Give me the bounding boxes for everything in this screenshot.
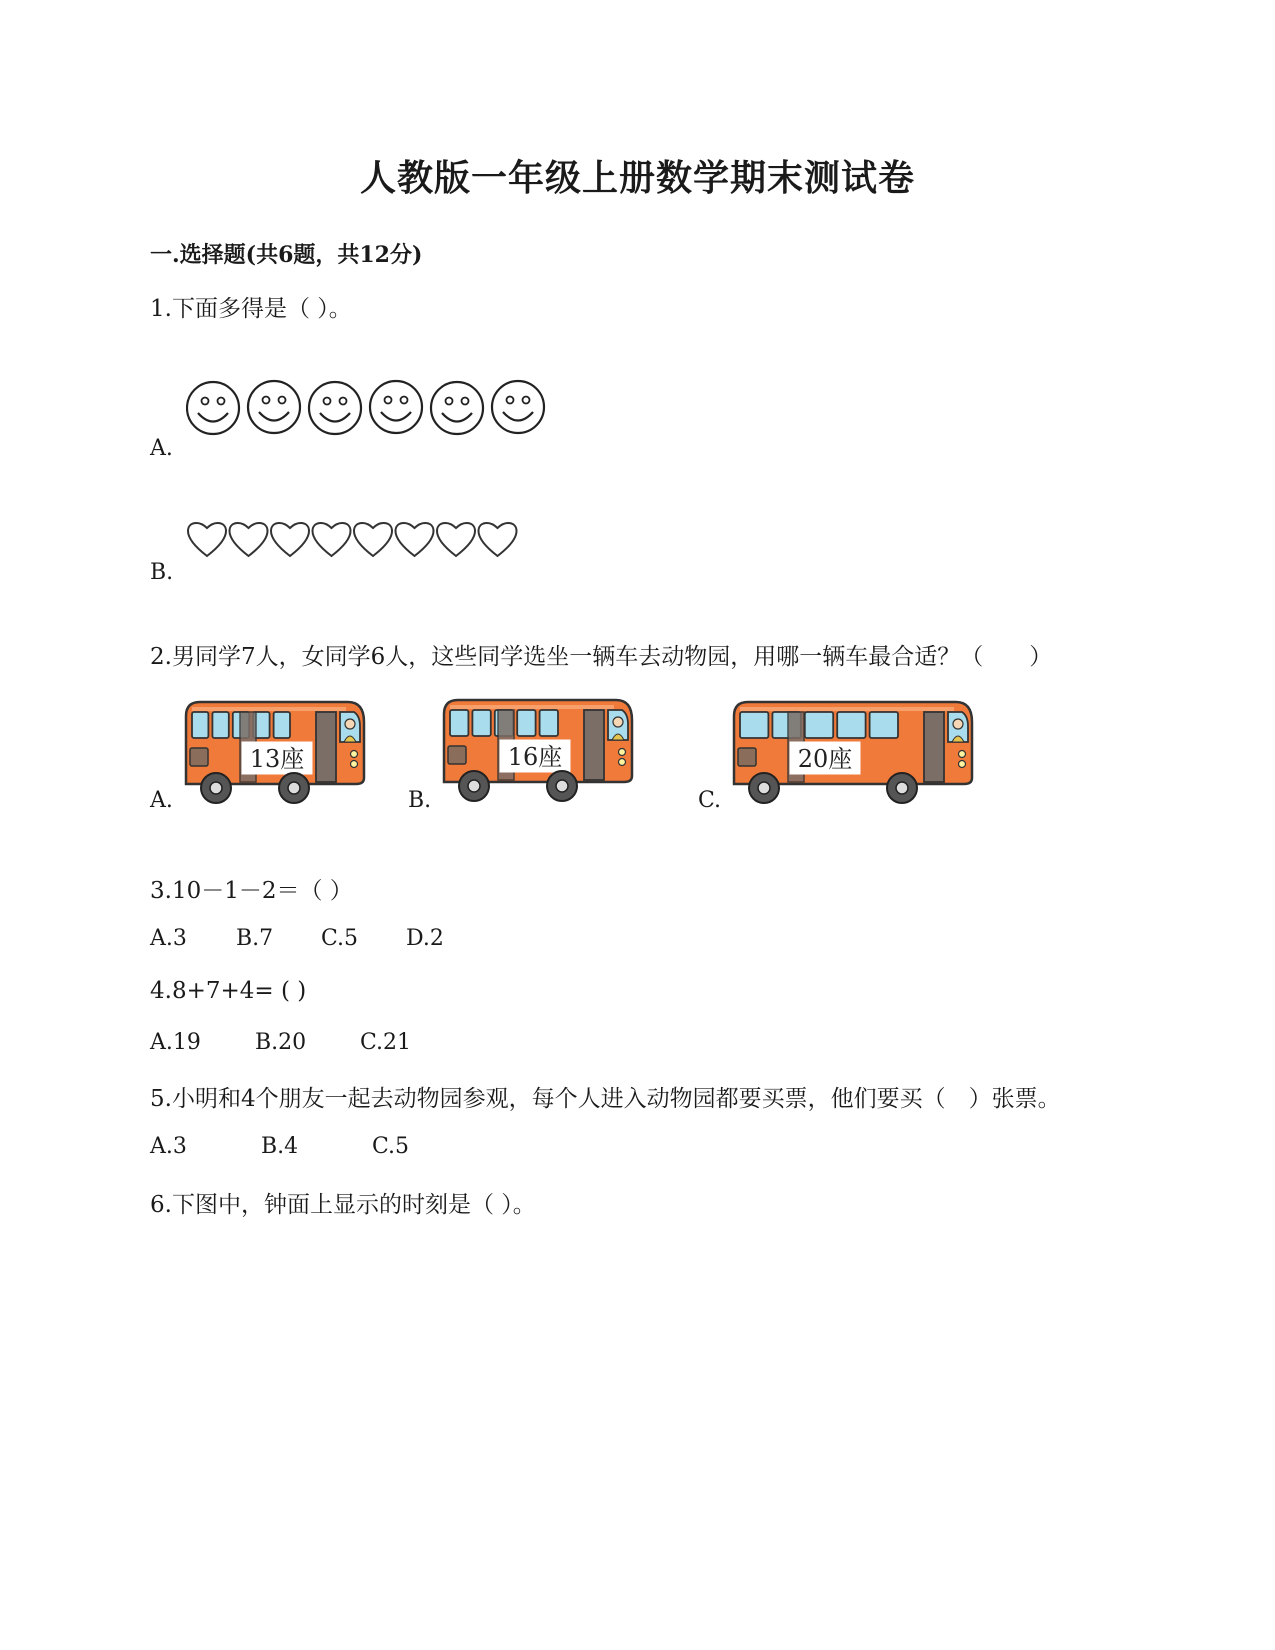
question-3-text: 3.10－1－2＝（ ） bbox=[150, 878, 353, 904]
heart-icon bbox=[271, 523, 309, 556]
question-1-text: 1.下面多得是（ ）。 bbox=[150, 296, 352, 322]
heart-icon bbox=[437, 523, 475, 556]
smiley-face-icon bbox=[248, 381, 300, 433]
q2-option-c-label: C. bbox=[698, 788, 722, 813]
heart-icon bbox=[230, 523, 268, 556]
q4-option-c: C.21 bbox=[360, 1030, 412, 1055]
bus-seat-label: 20座 bbox=[797, 745, 853, 773]
heart-icon bbox=[479, 523, 517, 556]
q3-option-a: A.3 bbox=[150, 926, 187, 951]
smiley-faces-illustration bbox=[186, 376, 556, 442]
heart-icon bbox=[354, 523, 392, 556]
section-heading: 一.选择题(共6题，共12分) bbox=[150, 242, 423, 268]
bus-20-seats-icon bbox=[730, 698, 980, 808]
q5-option-c: C.5 bbox=[372, 1134, 410, 1159]
smiley-face-icon bbox=[187, 382, 239, 434]
bus-16-seats-icon bbox=[440, 696, 640, 806]
heart-icon bbox=[188, 523, 226, 556]
bus-13-seats-icon bbox=[182, 698, 372, 808]
heart-icon bbox=[396, 523, 434, 556]
smiley-face-icon bbox=[309, 382, 361, 434]
q2-option-b-label: B. bbox=[408, 788, 432, 813]
q3-option-b: B.7 bbox=[236, 926, 274, 951]
smiley-face-icon bbox=[431, 382, 483, 434]
q3-option-d: D.2 bbox=[406, 926, 444, 951]
question-5-text: 5.小明和4个朋友一起去动物园参观，每个人进入动物园都要买票，他们要买（ ）张票。 bbox=[150, 1086, 1061, 1112]
q1-option-b-label: B. bbox=[150, 560, 174, 585]
heart-icon bbox=[313, 523, 351, 556]
question-6-text: 6.下图中，钟面上显示的时刻是（ ）。 bbox=[150, 1192, 536, 1218]
q4-option-b: B.20 bbox=[255, 1030, 307, 1055]
smiley-face-icon bbox=[370, 381, 422, 433]
question-2-text: 2.男同学7人，女同学6人，这些同学选坐一辆车去动物园，用哪一辆车最合适？（ ） bbox=[150, 644, 1053, 670]
q5-option-b: B.4 bbox=[261, 1134, 299, 1159]
q5-option-a: A.3 bbox=[150, 1134, 187, 1159]
q3-option-c: C.5 bbox=[321, 926, 359, 951]
bus-seat-label: 16座 bbox=[507, 743, 563, 771]
smiley-face-icon bbox=[492, 381, 544, 433]
q1-option-a-label: A. bbox=[150, 436, 173, 461]
q4-option-a: A.19 bbox=[150, 1030, 201, 1055]
hearts-illustration bbox=[186, 520, 536, 562]
q2-option-a-label: A. bbox=[150, 788, 173, 813]
question-4-text: 4.8+7+4= ( ) bbox=[150, 978, 307, 1004]
page-title: 人教版一年级上册数学期末测试卷 bbox=[359, 157, 915, 199]
bus-seat-label: 13座 bbox=[249, 745, 305, 773]
